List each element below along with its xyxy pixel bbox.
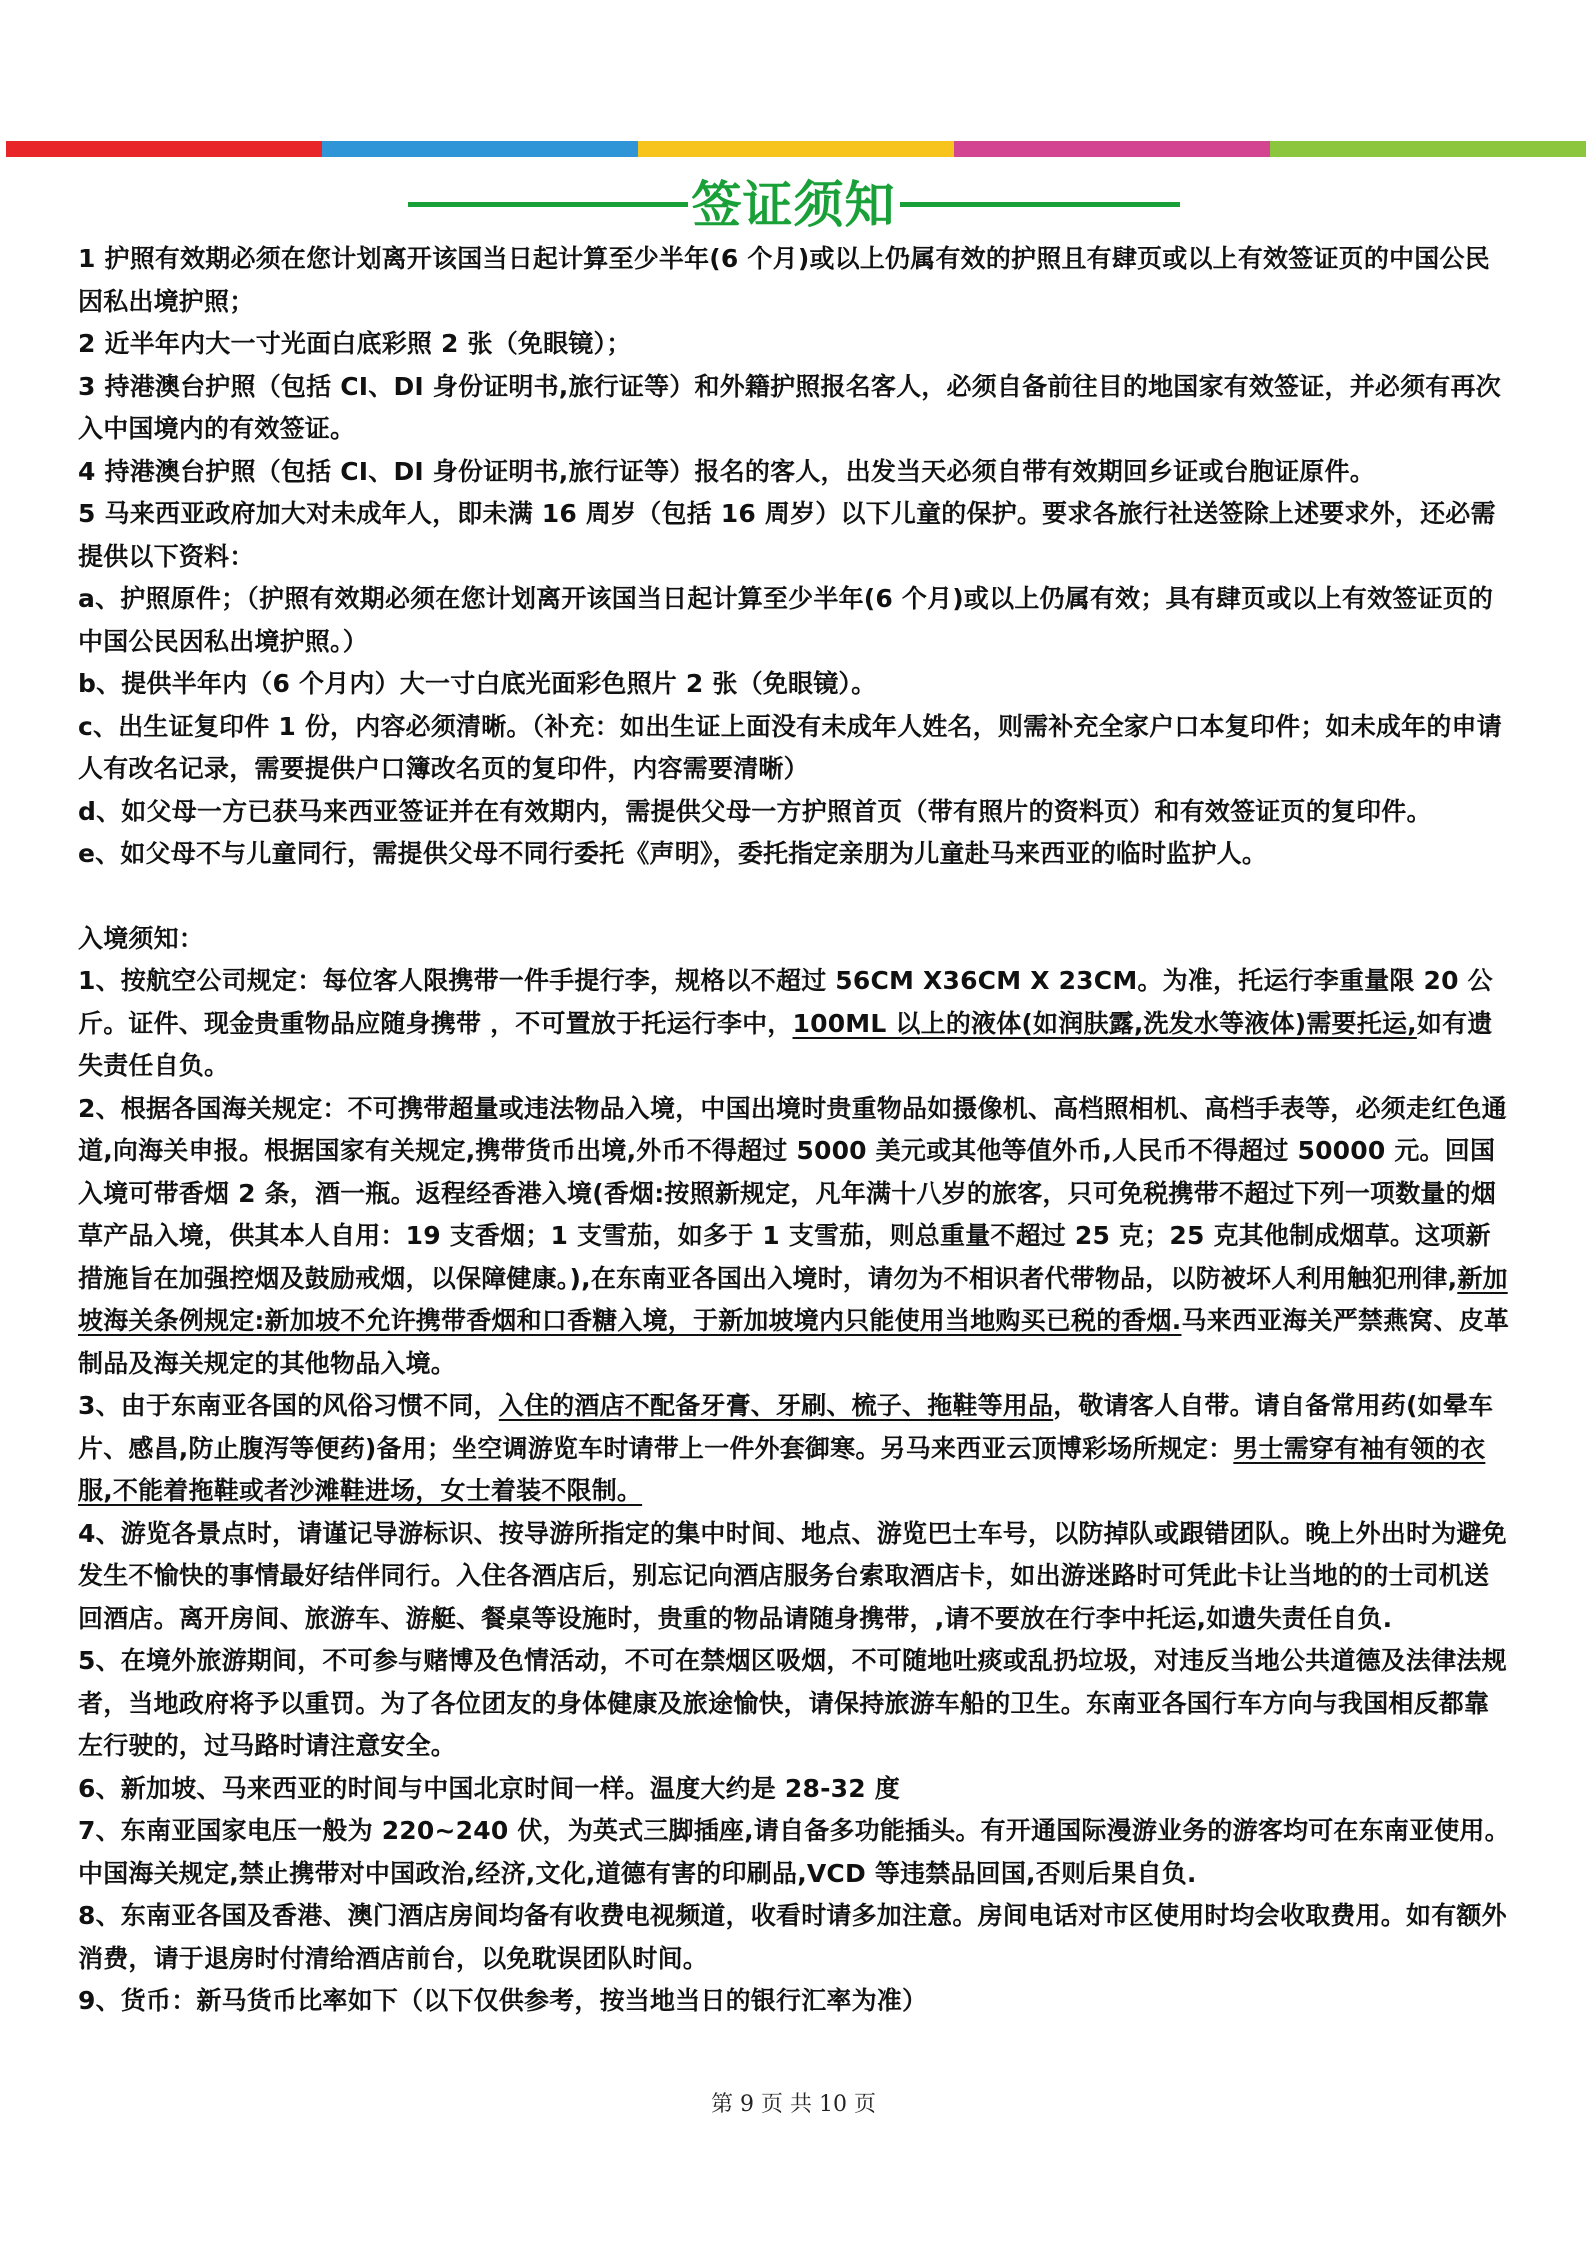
entry-item-9: 9、货币：新马货币比率如下（以下仅供参考，按当地当日的银行汇率为准） [78,1986,928,2015]
visa-item-5: 5 马来西亚政府加大对未成年人，即未满 16 周岁（包括 16 周岁）以下儿童的保护。要求各旅行社送签除上述要求外，还必需提供以下资料： [78,499,1496,571]
stripe-pink [954,141,1270,157]
entry-item-8: 8、东南亚各国及香港、澳门酒店房间均备有收费电视频道，收看时请多加注意。房间电话对市区使用时均会收取费用。如有额外消费，请于退房时付清给酒店前台，以免耽误团队时间。 [78,1901,1507,1973]
entry-item-3 [78,1385,1514,1513]
title-text: 签证须知 [691,176,896,234]
entry-3-underlined-1: 入住的酒店不配备牙膏、牙刷、梳子、拖鞋等用品 [498,1391,1054,1420]
visa-item-1: 1 护照有效期必须在您计划离开该国当日起计算至少半年(6 个月)或以上仍属有效的护照且有肆页或以上有效签证页的中国公民因私出境护照； [78,244,1490,316]
content [78,238,1514,2023]
entry-1-tail: 如有遗失责任自负。 [78,1008,1493,1080]
visa-item-c: c、出生证复印件 1 份，内容必须清晰。（补充：如出生证上面没有未成年人姓名，则需补充全家户口本复印件；如未成年的申请人有改名记录，需要提供户口簿改名页的复印件，内容需要清晰） [78,711,1502,783]
page-title [0,170,1587,240]
entry-item-7: 7、东南亚国家电压一般为 220~240 伏，为英式三脚插座,请自备多功能插头。有开通国际漫游业务的游客均可在东南亚使用。中国海关规定,禁止携带对中国政治,经济,文化,道德有害的印刷品,VCD 等违禁品回国,否则后果自负. [78,1816,1510,1888]
entry-3-underlined-2: 男士需穿有袖有领的衣服,不能着拖鞋或者沙滩鞋进场，女士着装不限制。 [78,1433,1486,1505]
stripe-blue [322,141,638,157]
entry-2-text: 2、根据各国海关规定：不可携带超量或违法物品入境，中国出境时贵重物品如摄像机、高档照相机、高档手表等，必须走红色通道,向海关申报。根据国家有关规定,携带货币出境,外币不得超过 5000 美元或其他等值外币,人民币不得超过 50000 元。回国入境可带香烟 2 条，酒一瓶。返程经香港入境(香烟:按照新规定，凡年满十八岁的旅客，只可免税携带不超过下列一项数量的烟草产品入境，供其本人自用：19 支香烟；1 支雪茄，如多于 1 支雪茄，则总重量不超过 25 克；25 克其他制成烟草。这项新措施旨在加强控烟及鼓励戒烟，以保障健康。),在东南亚各国出入境时，请勿为不相识者代带物品，以防被坏人利用触犯刑律, [78,1093,1507,1293]
stripe-yellow [638,141,954,157]
entry-1-text: 1、按航空公司规定：每位客人限携带一件手提行李，规格以不超过 56CM X36CM X 23CM。为准，托运行李重量限 20 公斤。证件、现金贵重物品应随身携带 ，不可置放于托运行李中， [78,966,1493,1038]
stripe-green [1270,141,1586,157]
entry-2-underlined: 新加坡海关条例规定:新加坡不允许携带香烟和口香糖入境，于新加坡境内只能使用当地购买已税的香烟. [78,1263,1508,1335]
entry-heading: 入境须知： [78,923,205,953]
entry-item-4: 4、游览各景点时，请谨记导游标识、按导游所指定的集中时间、地点、游览巴士车号，以防掉队或跟错团队。晚上外出时为避免发生不愉快的事情最好结伴同行。入住各酒店后，别忘记向酒店服务台索取酒店卡，如出游迷路时可凭此卡让当地的的士司机送回酒店。离开房间、旅游车、游艇、餐桌等设施时，贵重的物品请随身携带，,请不要放在行李中托运,如遗失责任自负. [78,1518,1507,1633]
entry-1-underlined: 100ML 以上的液体(如润肤露,洗发水等液体)需要托运, [792,1008,1417,1038]
entry-3-text: 3、由于东南亚各国的风俗习惯不同， [78,1391,499,1420]
stripe-red [6,141,322,157]
title-dash-right [900,202,1180,207]
visa-item-4: 4 持港澳台护照（包括 CI、DI 身份证明书,旅行证等）报名的客人，出发当天必须自带有效期回乡证或台胞证原件。 [78,456,1375,486]
entry-item-6: 6、新加坡、马来西亚的时间与中国北京时间一样。温度大约是 28-32 度 [78,1773,900,1803]
visa-item-d: d、如父母一方已获马来西亚签证并在有效期内，需提供父母一方护照首页（带有照片的资料页）和有效签证页的复印件。 [78,796,1432,826]
entry-item-5: 5、在境外旅游期间，不可参与赌博及色情活动，不可在禁烟区吸烟，不可随地吐痰或乱扔垃圾，对违反当地公共道德及法律法规者，当地政府将予以重罚。为了各位团友的身体健康及旅途愉快，请保持旅游车船的卫生。东南亚各国行车方向与我国相反都靠左行驶的，过马路时请注意安全。 [78,1646,1507,1760]
page-footer: 第 9 页 共 10 页 [711,2092,876,2117]
visa-item-e: e、如父母不与儿童同行，需提供父母不同行委托《声明》，委托指定亲朋为儿童赴马来西亚的临时监护人。 [78,839,1268,868]
entry-item-1 [78,960,1514,1088]
entry-item-2 [78,1088,1514,1386]
entry-3-middle: ，敬请客人自带。请自备常用药(如晕车片、感昌,防止腹泻等便药)备用；坐空调游览车时请带上一件外套御寒。另马来西亚云顶博彩场所规定： [78,1391,1494,1463]
entry-2-tail: 马来西亚海关严禁燕窝、皮革制品及海关规定的其他物品入境。 [78,1306,1510,1378]
visa-item-a: a、护照原件；（护照有效期必须在您计划离开该国当日起计算至少半年(6 个月)或以上仍属有效；具有肆页或以上有效签证页的中国公民因私出境护照。） [78,584,1494,656]
color-stripe [6,141,1586,157]
visa-item-b: b、提供半年内（6 个月内）大一寸白底光面彩色照片 2 张（免眼镜）。 [78,669,877,698]
visa-item-2: 2 近半年内大一寸光面白底彩照 2 张（免眼镜）； [78,329,632,358]
title-dash-left [408,202,688,207]
visa-item-3: 3 持港澳台护照（包括 CI、DI 身份证明书,旅行证等）和外籍护照报名客人，必须自备前往目的地国家有效签证，并必须有再次入中国境内的有效签证。 [78,371,1501,443]
